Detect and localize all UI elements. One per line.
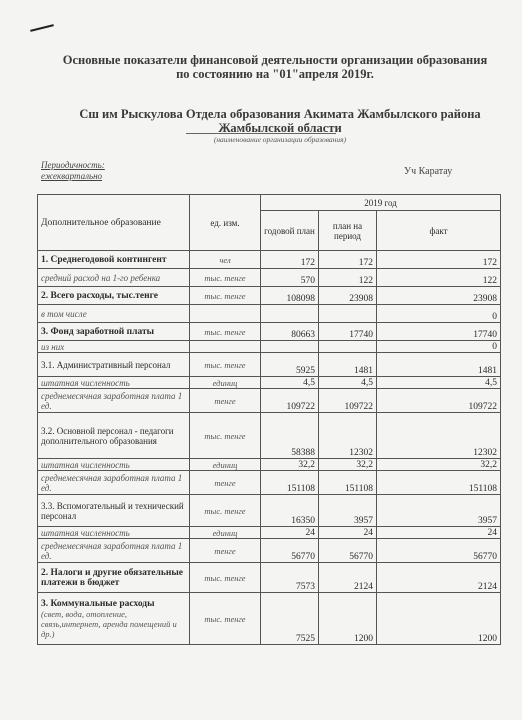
- row-fact: 109722: [377, 389, 501, 413]
- row-unit: единиц: [190, 459, 261, 471]
- row-annual-plan: 58388: [261, 413, 319, 459]
- organization-name-line2: Жамбылской области: [218, 121, 342, 135]
- header-year: 2019 год: [261, 195, 501, 211]
- row-annual-plan: 56770: [261, 539, 319, 563]
- row-label-text: среднемесячная заработная плата 1 ед.: [41, 390, 183, 411]
- row-fact: 12302: [377, 413, 501, 459]
- row-annual-plan: 32,2: [261, 459, 319, 471]
- table-row: [38, 287, 501, 305]
- table-row: [38, 413, 501, 459]
- row-unit: тенге: [190, 539, 261, 563]
- periodicity-value: ежеквартально: [41, 171, 103, 181]
- row-period-plan: 4,5: [319, 377, 377, 389]
- row-label-text: штатная численность: [41, 459, 130, 470]
- row-label-subtext: (свет, вода, отопление, связь,интернет, аренда помещений и др.): [41, 608, 177, 639]
- row-label: [38, 413, 190, 459]
- document-title-line2: по состоянию на "01"апреля 2019г.: [176, 67, 374, 81]
- row-period-plan: 1481: [319, 353, 377, 377]
- row-fact: 0: [377, 341, 501, 353]
- row-label: [38, 459, 190, 471]
- row-label-text: 3.2. Основной персонал - педагоги дополнительного образования: [41, 425, 174, 446]
- row-label-text: среднемесячная заработная плата 1 ед.: [41, 540, 183, 561]
- header-fact: факт: [377, 211, 501, 251]
- row-fact: 4,5: [377, 377, 501, 389]
- document-title-line1: Основные показатели финансовой деятельности организации образования: [62, 53, 488, 67]
- row-unit: [190, 305, 261, 323]
- row-annual-plan: 108098: [261, 287, 319, 305]
- row-period-plan: [319, 341, 377, 353]
- row-period-plan: 24: [319, 527, 377, 539]
- row-period-plan: 32,2: [319, 459, 377, 471]
- row-unit: тыс. тенге: [190, 323, 261, 341]
- row-fact: 24: [377, 527, 501, 539]
- location-note: Уч Каратау: [404, 166, 453, 177]
- header-unit: ед. изм.: [190, 195, 261, 251]
- organization-caption: (наименование организации образования): [213, 135, 347, 144]
- row-period-plan: 122: [319, 269, 377, 287]
- row-unit: тыс. тенге: [190, 269, 261, 287]
- row-annual-plan: 16350: [261, 495, 319, 527]
- row-label: [38, 287, 190, 305]
- row-label-text: штатная численность: [41, 377, 130, 388]
- row-period-plan: 56770: [319, 539, 377, 563]
- row-unit: [190, 341, 261, 353]
- table-row: [38, 305, 501, 323]
- table-row: [38, 539, 501, 563]
- row-fact: 151108: [377, 471, 501, 495]
- row-label-text: 3. Фонд заработной платы: [41, 326, 155, 337]
- row-label: [38, 341, 190, 353]
- row-label: [38, 377, 190, 389]
- row-label: [38, 471, 190, 495]
- row-fact: 17740: [377, 323, 501, 341]
- table-row: [38, 563, 501, 593]
- row-annual-plan: 109722: [261, 389, 319, 413]
- row-period-plan: 12302: [319, 413, 377, 459]
- row-period-plan: 1200: [319, 593, 377, 645]
- header-annual-plan: годовой план: [261, 211, 319, 251]
- row-annual-plan: 24: [261, 527, 319, 539]
- table-row: [38, 389, 501, 413]
- row-unit: тыс. тенге: [190, 287, 261, 305]
- row-label-text: средний расход на 1-го ребенка: [41, 272, 161, 283]
- row-fact: 1481: [377, 353, 501, 377]
- row-unit: чел: [190, 251, 261, 269]
- row-label: [38, 593, 190, 645]
- row-label: [38, 353, 190, 377]
- row-fact: 23908: [377, 287, 501, 305]
- table-row: [38, 353, 501, 377]
- table-row: [38, 323, 501, 341]
- row-annual-plan: 7573: [261, 563, 319, 593]
- pen-mark: [30, 24, 54, 32]
- row-label: [38, 323, 190, 341]
- row-label-text: 2. Всего расходы, тыс.тенге: [41, 290, 158, 301]
- row-label-text: 3.3. Вспомогательный и технический персонал: [41, 500, 184, 521]
- table-body: [38, 251, 501, 645]
- row-annual-plan: 172: [261, 251, 319, 269]
- row-label-text: 2. Налоги и другие обязательные платежи в бюджет: [41, 567, 183, 588]
- row-annual-plan: [261, 305, 319, 323]
- row-period-plan: 23908: [319, 287, 377, 305]
- row-label-text: 3.1. Административный персонал: [41, 359, 171, 370]
- row-annual-plan: 7525: [261, 593, 319, 645]
- periodicity: [41, 160, 105, 182]
- table-row: [38, 251, 501, 269]
- row-annual-plan: 151108: [261, 471, 319, 495]
- row-fact: 3957: [377, 495, 501, 527]
- row-unit: тенге: [190, 389, 261, 413]
- row-annual-plan: [261, 341, 319, 353]
- organization-name-line1: Сш им Рыскулова Отдела образования Акимата Жамбылского района: [79, 107, 481, 121]
- row-label-text: штатная численность: [41, 527, 130, 538]
- row-unit: тыс. тенге: [190, 353, 261, 377]
- organization-underline: [186, 133, 336, 134]
- row-fact: 56770: [377, 539, 501, 563]
- row-unit: единиц: [190, 527, 261, 539]
- row-fact: 122: [377, 269, 501, 287]
- row-unit: тыс. тенге: [190, 495, 261, 527]
- table-row: [38, 495, 501, 527]
- periodicity-label: Периодичность:: [41, 160, 105, 170]
- row-label-text: из них: [41, 341, 65, 352]
- table-row: [38, 377, 501, 389]
- row-unit: тыс. тенге: [190, 563, 261, 593]
- row-fact: 2124: [377, 563, 501, 593]
- row-annual-plan: 570: [261, 269, 319, 287]
- financial-table: [37, 194, 501, 645]
- row-annual-plan: 80663: [261, 323, 319, 341]
- row-period-plan: 109722: [319, 389, 377, 413]
- row-unit: тыс. тенге: [190, 413, 261, 459]
- row-period-plan: 3957: [319, 495, 377, 527]
- row-label: [38, 563, 190, 593]
- row-period-plan: 2124: [319, 563, 377, 593]
- row-annual-plan: 5925: [261, 353, 319, 377]
- table-row: [38, 593, 501, 645]
- table-row: [38, 269, 501, 287]
- row-period-plan: [319, 305, 377, 323]
- header-name: Дополнительное образование: [38, 195, 190, 251]
- row-fact: 1200: [377, 593, 501, 645]
- row-label: [38, 495, 190, 527]
- row-label-text: 3. Коммунальные расходы: [41, 598, 155, 609]
- table-row: [38, 527, 501, 539]
- row-fact: 172: [377, 251, 501, 269]
- row-label-text: в том числе: [41, 308, 87, 319]
- row-period-plan: 17740: [319, 323, 377, 341]
- row-fact: 32,2: [377, 459, 501, 471]
- row-label: [38, 251, 190, 269]
- row-label: [38, 269, 190, 287]
- header-period-plan: план на период: [319, 211, 377, 251]
- row-period-plan: 151108: [319, 471, 377, 495]
- row-label-text: 1. Среднегодовой контингент: [41, 254, 167, 265]
- row-label: [38, 305, 190, 323]
- table-row: [38, 341, 501, 353]
- row-unit: единиц: [190, 377, 261, 389]
- row-unit: тенге: [190, 471, 261, 495]
- row-label: [38, 389, 190, 413]
- row-unit: тыс. тенге: [190, 593, 261, 645]
- row-label: [38, 527, 190, 539]
- row-period-plan: 172: [319, 251, 377, 269]
- row-label: [38, 539, 190, 563]
- table-row: [38, 471, 501, 495]
- row-fact: 0: [377, 305, 501, 323]
- row-label-text: среднемесячная заработная плата 1 ед.: [41, 472, 183, 493]
- table-row: [38, 459, 501, 471]
- row-annual-plan: 4,5: [261, 377, 319, 389]
